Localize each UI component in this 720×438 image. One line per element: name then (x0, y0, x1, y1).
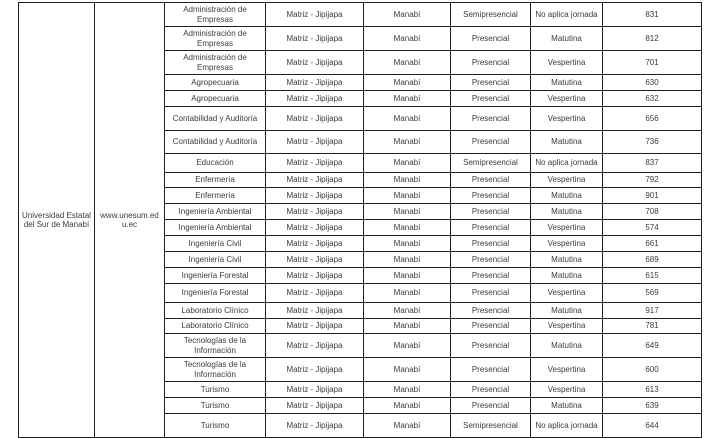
code-cell: 837 (603, 154, 702, 173)
code-cell: 632 (603, 91, 702, 107)
campus-cell: Matriz - Jipijapa (266, 398, 364, 414)
province-cell: Manabí (364, 284, 451, 303)
campus-cell: Matriz - Jipijapa (266, 188, 364, 204)
code-cell: 613 (603, 382, 702, 398)
career-cell: Laboratorio Clínico (165, 303, 266, 319)
schedule-cell: Vespertina (531, 236, 603, 252)
career-cell: Ingeniería Forestal (165, 268, 266, 284)
career-cell: Enfermería (165, 188, 266, 204)
province-cell: Manabí (364, 173, 451, 188)
schedule-cell: Vespertina (531, 284, 603, 303)
career-cell: Turismo (165, 382, 266, 398)
modality-cell: Presencial (451, 334, 531, 358)
schedule-cell: Vespertina (531, 358, 603, 382)
schedule-cell: Matutina (531, 398, 603, 414)
modality-cell: Presencial (451, 75, 531, 91)
campus-cell: Matriz - Jipijapa (266, 414, 364, 438)
province-cell: Manabí (364, 3, 451, 27)
code-cell: 689 (603, 252, 702, 268)
schedule-cell: No aplica jornada (531, 154, 603, 173)
career-cell: Administración de Empresas (165, 51, 266, 75)
code-cell: 701 (603, 51, 702, 75)
table-body (19, 3, 702, 438)
modality-cell: Presencial (451, 319, 531, 334)
province-cell: Manabí (364, 334, 451, 358)
modality-cell: Presencial (451, 303, 531, 319)
schedule-cell: Vespertina (531, 51, 603, 75)
province-cell: Manabí (364, 358, 451, 382)
modality-cell: Presencial (451, 382, 531, 398)
code-cell: 600 (603, 358, 702, 382)
modality-cell: Presencial (451, 398, 531, 414)
modality-cell: Presencial (451, 358, 531, 382)
modality-cell: Semipresencial (451, 3, 531, 27)
modality-cell: Presencial (451, 236, 531, 252)
modality-cell: Semipresencial (451, 414, 531, 438)
modality-cell: Presencial (451, 131, 531, 154)
campus-cell: Matriz - Jipijapa (266, 334, 364, 358)
code-cell: 901 (603, 188, 702, 204)
schedule-cell: Vespertina (531, 107, 603, 131)
code-cell: 630 (603, 75, 702, 91)
campus-cell: Matriz - Jipijapa (266, 154, 364, 173)
province-cell: Manabí (364, 220, 451, 236)
career-cell: Ingeniería Ambiental (165, 220, 266, 236)
career-cell: Contabilidad y Auditoría (165, 107, 266, 131)
career-cell: Agropecuaria (165, 91, 266, 107)
career-cell: Ingeniería Civil (165, 236, 266, 252)
province-cell: Manabí (364, 319, 451, 334)
schedule-cell: No aplica jornada (531, 414, 603, 438)
campus-cell: Matriz - Jipijapa (266, 3, 364, 27)
province-cell: Manabí (364, 75, 451, 91)
campus-cell: Matriz - Jipijapa (266, 303, 364, 319)
career-cell: Ingeniería Forestal (165, 284, 266, 303)
campus-cell: Matriz - Jipijapa (266, 75, 364, 91)
schedule-cell: Vespertina (531, 173, 603, 188)
province-cell: Manabí (364, 51, 451, 75)
campus-cell: Matriz - Jipijapa (266, 107, 364, 131)
schedule-cell: Matutina (531, 27, 603, 51)
schedule-cell: Vespertina (531, 91, 603, 107)
schedule-cell: Matutina (531, 131, 603, 154)
code-cell: 569 (603, 284, 702, 303)
campus-cell: Matriz - Jipijapa (266, 252, 364, 268)
schedule-cell: Vespertina (531, 220, 603, 236)
modality-cell: Presencial (451, 204, 531, 220)
career-cell: Enfermería (165, 173, 266, 188)
province-cell: Manabí (364, 268, 451, 284)
code-cell: 615 (603, 268, 702, 284)
modality-cell: Presencial (451, 91, 531, 107)
modality-cell: Presencial (451, 188, 531, 204)
campus-cell: Matriz - Jipijapa (266, 131, 364, 154)
table-row (19, 3, 702, 27)
province-cell: Manabí (364, 236, 451, 252)
schedule-cell: Matutina (531, 75, 603, 91)
code-cell: 661 (603, 236, 702, 252)
code-cell: 639 (603, 398, 702, 414)
campus-cell: Matriz - Jipijapa (266, 284, 364, 303)
career-cell: Agropecuaria (165, 75, 266, 91)
province-cell: Manabí (364, 154, 451, 173)
schedule-cell: Matutina (531, 303, 603, 319)
schedule-cell: Matutina (531, 334, 603, 358)
code-cell: 792 (603, 173, 702, 188)
schedule-cell: Matutina (531, 252, 603, 268)
province-cell: Manabí (364, 398, 451, 414)
modality-cell: Presencial (451, 220, 531, 236)
career-cell: Administración de Empresas (165, 3, 266, 27)
province-cell: Manabí (364, 414, 451, 438)
schedule-cell: No aplica jornada (531, 3, 603, 27)
campus-cell: Matriz - Jipijapa (266, 51, 364, 75)
campus-cell: Matriz - Jipijapa (266, 220, 364, 236)
campus-cell: Matriz - Jipijapa (266, 268, 364, 284)
code-cell: 656 (603, 107, 702, 131)
career-cell: Turismo (165, 414, 266, 438)
code-cell: 812 (603, 27, 702, 51)
campus-cell: Matriz - Jipijapa (266, 91, 364, 107)
province-cell: Manabí (364, 303, 451, 319)
campus-cell: Matriz - Jipijapa (266, 204, 364, 220)
province-cell: Manabí (364, 252, 451, 268)
province-cell: Manabí (364, 107, 451, 131)
province-cell: Manabí (364, 188, 451, 204)
code-cell: 831 (603, 3, 702, 27)
modality-cell: Presencial (451, 51, 531, 75)
campus-cell: Matriz - Jipijapa (266, 236, 364, 252)
modality-cell: Semipresencial (451, 154, 531, 173)
career-cell: Tecnologías de la Información (165, 358, 266, 382)
career-cell: Ingeniería Ambiental (165, 204, 266, 220)
career-cell: Contabilidad y Auditoría (165, 131, 266, 154)
schedule-cell: Matutina (531, 204, 603, 220)
campus-cell: Matriz - Jipijapa (266, 358, 364, 382)
career-cell: Educación (165, 154, 266, 173)
university-offer-table (18, 2, 702, 438)
code-cell: 649 (603, 334, 702, 358)
code-cell: 917 (603, 303, 702, 319)
modality-cell: Presencial (451, 268, 531, 284)
code-cell: 781 (603, 319, 702, 334)
campus-cell: Matriz - Jipijapa (266, 382, 364, 398)
campus-cell: Matriz - Jipijapa (266, 319, 364, 334)
campus-cell: Matriz - Jipijapa (266, 27, 364, 51)
modality-cell: Presencial (451, 27, 531, 51)
campus-cell: Matriz - Jipijapa (266, 173, 364, 188)
code-cell: 708 (603, 204, 702, 220)
province-cell: Manabí (364, 382, 451, 398)
schedule-cell: Vespertina (531, 382, 603, 398)
career-cell: Tecnologías de la Información (165, 334, 266, 358)
schedule-cell: Matutina (531, 268, 603, 284)
province-cell: Manabí (364, 91, 451, 107)
career-cell: Turismo (165, 398, 266, 414)
province-cell: Manabí (364, 131, 451, 154)
province-cell: Manabí (364, 204, 451, 220)
career-cell: Administración de Empresas (165, 27, 266, 51)
modality-cell: Presencial (451, 284, 531, 303)
code-cell: 736 (603, 131, 702, 154)
schedule-cell: Matutina (531, 188, 603, 204)
career-cell: Laboratorio Clínico (165, 319, 266, 334)
province-cell: Manabí (364, 27, 451, 51)
career-cell: Ingeniería Civil (165, 252, 266, 268)
schedule-cell: Vespertina (531, 319, 603, 334)
modality-cell: Presencial (451, 107, 531, 131)
modality-cell: Presencial (451, 173, 531, 188)
code-cell: 644 (603, 414, 702, 438)
university-name-cell: Universidad Estatal del Sur de Manabí (19, 3, 95, 438)
modality-cell: Presencial (451, 252, 531, 268)
code-cell: 574 (603, 220, 702, 236)
university-website-cell: www.unesum.edu.ec (95, 3, 165, 438)
